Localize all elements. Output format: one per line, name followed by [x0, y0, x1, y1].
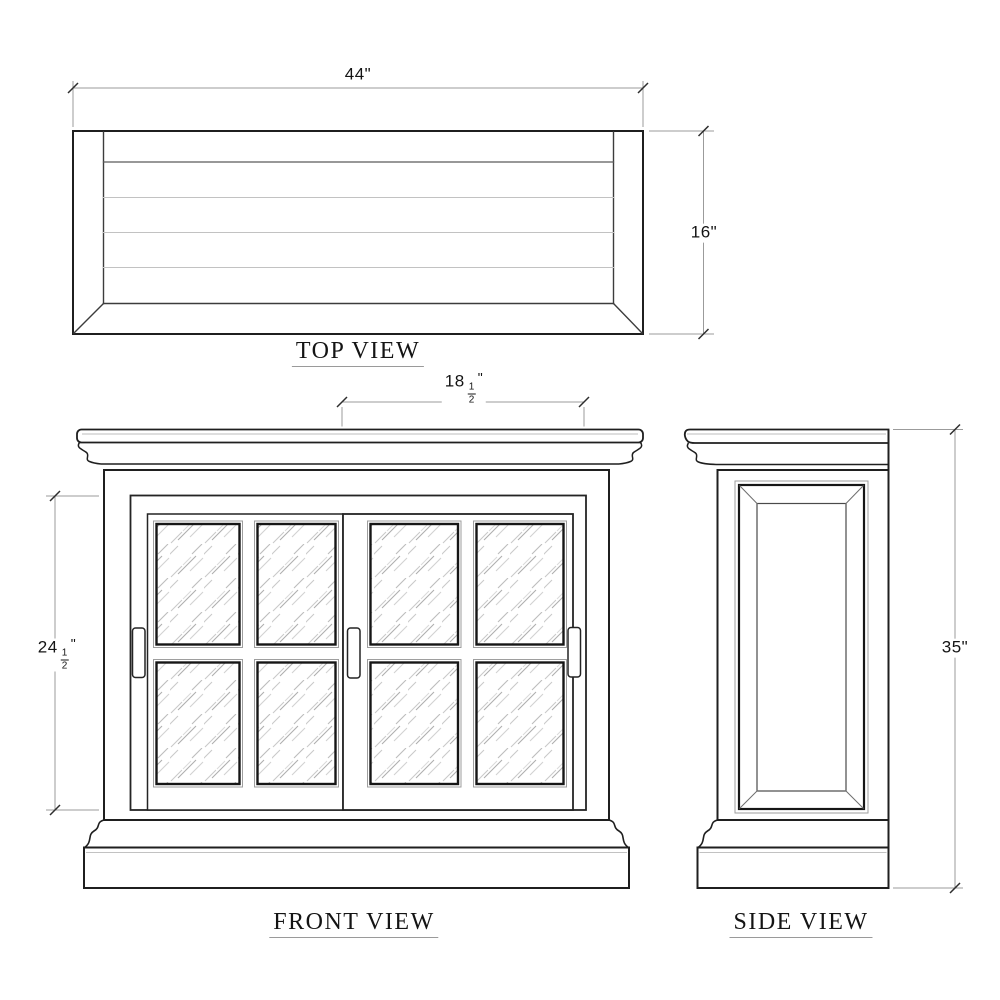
glass-pane: [368, 521, 462, 648]
top-view-drawing: [73, 131, 643, 334]
side-view-dimension-lines: [893, 425, 963, 894]
dimension-fraction: $\frac{1}{2}$: [61, 647, 68, 672]
inch-mark: ": [477, 369, 484, 386]
glass-pane: [154, 660, 243, 788]
dimension-opening-height: [35, 635, 79, 672]
front-base-molding: [84, 820, 629, 888]
front-view-drawing: [77, 430, 643, 889]
front-view-label: FRONT VIEW: [269, 910, 438, 938]
top-view-label: TOP VIEW: [292, 339, 424, 367]
right-sliding-door: [343, 514, 573, 810]
dimension-top-width: 44": [342, 66, 374, 85]
dimension-whole-number: 18: [444, 371, 465, 391]
side-view-label: SIDE VIEW: [729, 910, 872, 938]
inch-mark: ": [70, 635, 77, 652]
side-crown-molding: [685, 430, 889, 465]
dimension-top-depth: 16": [688, 224, 720, 243]
glass-pane: [255, 660, 339, 788]
center-door-handle: [348, 628, 361, 678]
glass-pane: [474, 521, 567, 648]
glass-pane: [154, 521, 243, 648]
dimension-whole-number: 24: [37, 637, 58, 657]
right-door-handle: [568, 628, 581, 678]
dimension-door-width: [442, 369, 486, 406]
side-view-drawing: [685, 430, 889, 889]
dimension-fraction: $\frac{1}{2}$: [468, 381, 475, 406]
side-base-molding: [698, 820, 889, 888]
side-raised-panel: [735, 481, 868, 813]
dimension-side-height: 35": [939, 639, 971, 658]
glass-pane: [255, 521, 339, 648]
left-sliding-door: [148, 514, 344, 810]
front-crown-molding: [77, 430, 643, 465]
glass-pane: [368, 660, 462, 788]
glass-pane: [474, 660, 567, 788]
left-door-handle: [133, 628, 146, 678]
